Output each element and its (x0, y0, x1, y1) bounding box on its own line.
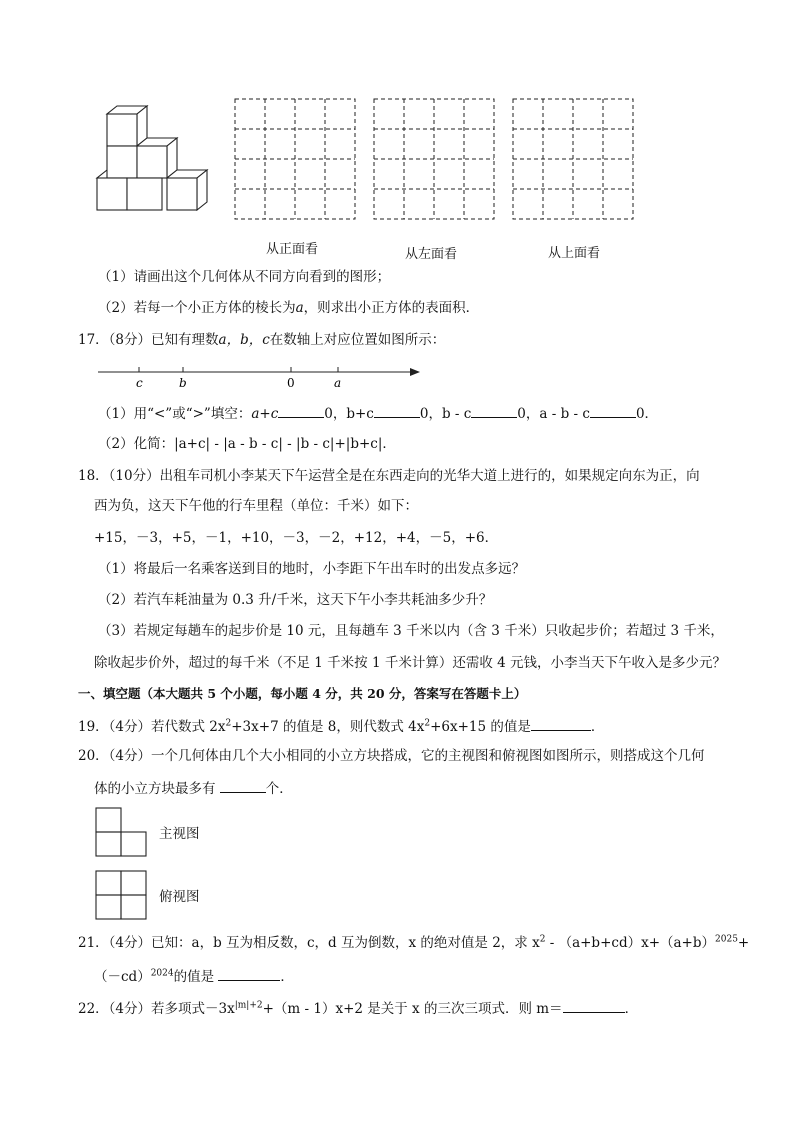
blank-1[interactable] (278, 403, 324, 418)
q17-stem: 17．（8分）已知有理数a，b，c在数轴上对应位置如图所示： (78, 332, 446, 348)
blank-3[interactable] (471, 403, 517, 418)
q18-mileage: +15，－3，+5，－1，+10，－3，－2，+12，+4，－5，+6． (94, 530, 499, 546)
top-view-figure (94, 869, 148, 921)
caption-left: 从左面看 (405, 247, 458, 262)
axis-label-b: b (179, 376, 187, 390)
q18-part3-line2: 除收起步价外，超过的每千米（不足 1 千米按 1 千米计算）还需收 4 元钱，小李当天下午收入是多少元？ (94, 655, 727, 671)
front-view-label: 主视图 (159, 826, 200, 842)
q20-line2: 体的小立方块最多有 个． (94, 778, 293, 798)
q18-line1: 18．（10分）出租车司机小李某天下午运营全是在东西走向的光华大道上进行的，如果规定向东为正，向 (78, 468, 700, 484)
q21-line1: 21．（4分）已知：a，b 互为相反数，c，d 互为倒数，x 的绝对值是 2，求 $x^2 - (a+b+cd)x+(a+b)^{2025}+$ (78, 934, 750, 951)
q17-part1: （1）用“<”或“>”填空：a+c 0，b+c 0，b - c 0，a - b - c 0． (98, 403, 658, 423)
q18-part3-line1: （3）若规定每趟车的起步价是 10 元，且每趟车 3 千米以内（含 3 千米）只收起步价；若超过 3 千米， (98, 623, 724, 639)
q19-answer-blank[interactable] (531, 716, 591, 731)
blank-4[interactable] (590, 403, 636, 418)
q17-part2: （2）化简：|a+c| - |a - b - c| - |b - c|+|b+c|． (98, 436, 396, 452)
q21-answer-blank[interactable] (218, 966, 280, 981)
top-view-grid[interactable] (512, 98, 634, 220)
left-view-grid[interactable] (373, 98, 495, 220)
q21-line2: $(-cd)^{2024}$的值是 ． (94, 966, 294, 986)
q19: 19．（4分）若代数式 $2x^2+3x+7$ 的值是 8，则代数式 $4x^2+6x+15$ 的值是 ． (78, 716, 604, 736)
front-view-figure (94, 806, 148, 858)
q18-part2: （2）若汽车耗油量为 0.3 升/千米，这天下午小李共耗油多少升？ (98, 592, 493, 608)
q18-line2: 西为负，这天下午他的行车里程（单位：千米）如下： (94, 498, 418, 514)
q20-answer-blank[interactable] (220, 778, 266, 793)
q22: 22．（4分）若多项式$-3x^{|m|+2}+(m - 1)x+2$ 是关于 x 的三次三项式．则 m＝ ． (78, 998, 638, 1018)
axis-label-a: a (334, 376, 342, 390)
caption-top: 从上面看 (548, 246, 601, 261)
q18-part1: （1）将最后一名乘客送到目的地时，小李距下午出车时的出发点多远？ (98, 561, 526, 577)
cube-stack-figure (92, 104, 210, 222)
axis-label-0: 0 (287, 376, 295, 390)
top-view-label: 俯视图 (159, 889, 200, 905)
axis-label-c: c (136, 376, 143, 390)
section-heading: 一、填空题（本大题共 5 个小题，每小题 4 分，共 20 分，答案写在答题卡上） (78, 686, 527, 701)
number-line (96, 362, 422, 392)
front-view-grid[interactable] (234, 98, 356, 220)
blank-2[interactable] (374, 403, 420, 418)
q16-part2: （2）若每一个小正方体的棱长为a，则求出小正方体的表面积． (98, 300, 480, 316)
q16-part1: （1）请画出这个几何体从不同方向看到的图形； (98, 269, 391, 285)
caption-front: 从正面看 (266, 242, 319, 257)
q22-answer-blank[interactable] (563, 998, 625, 1013)
q20-line1: 20．（4分）一个几何体由几个大小相同的小立方块搭成，它的主视图和俯视图如图所示，则搭成这个几何 (78, 748, 705, 764)
